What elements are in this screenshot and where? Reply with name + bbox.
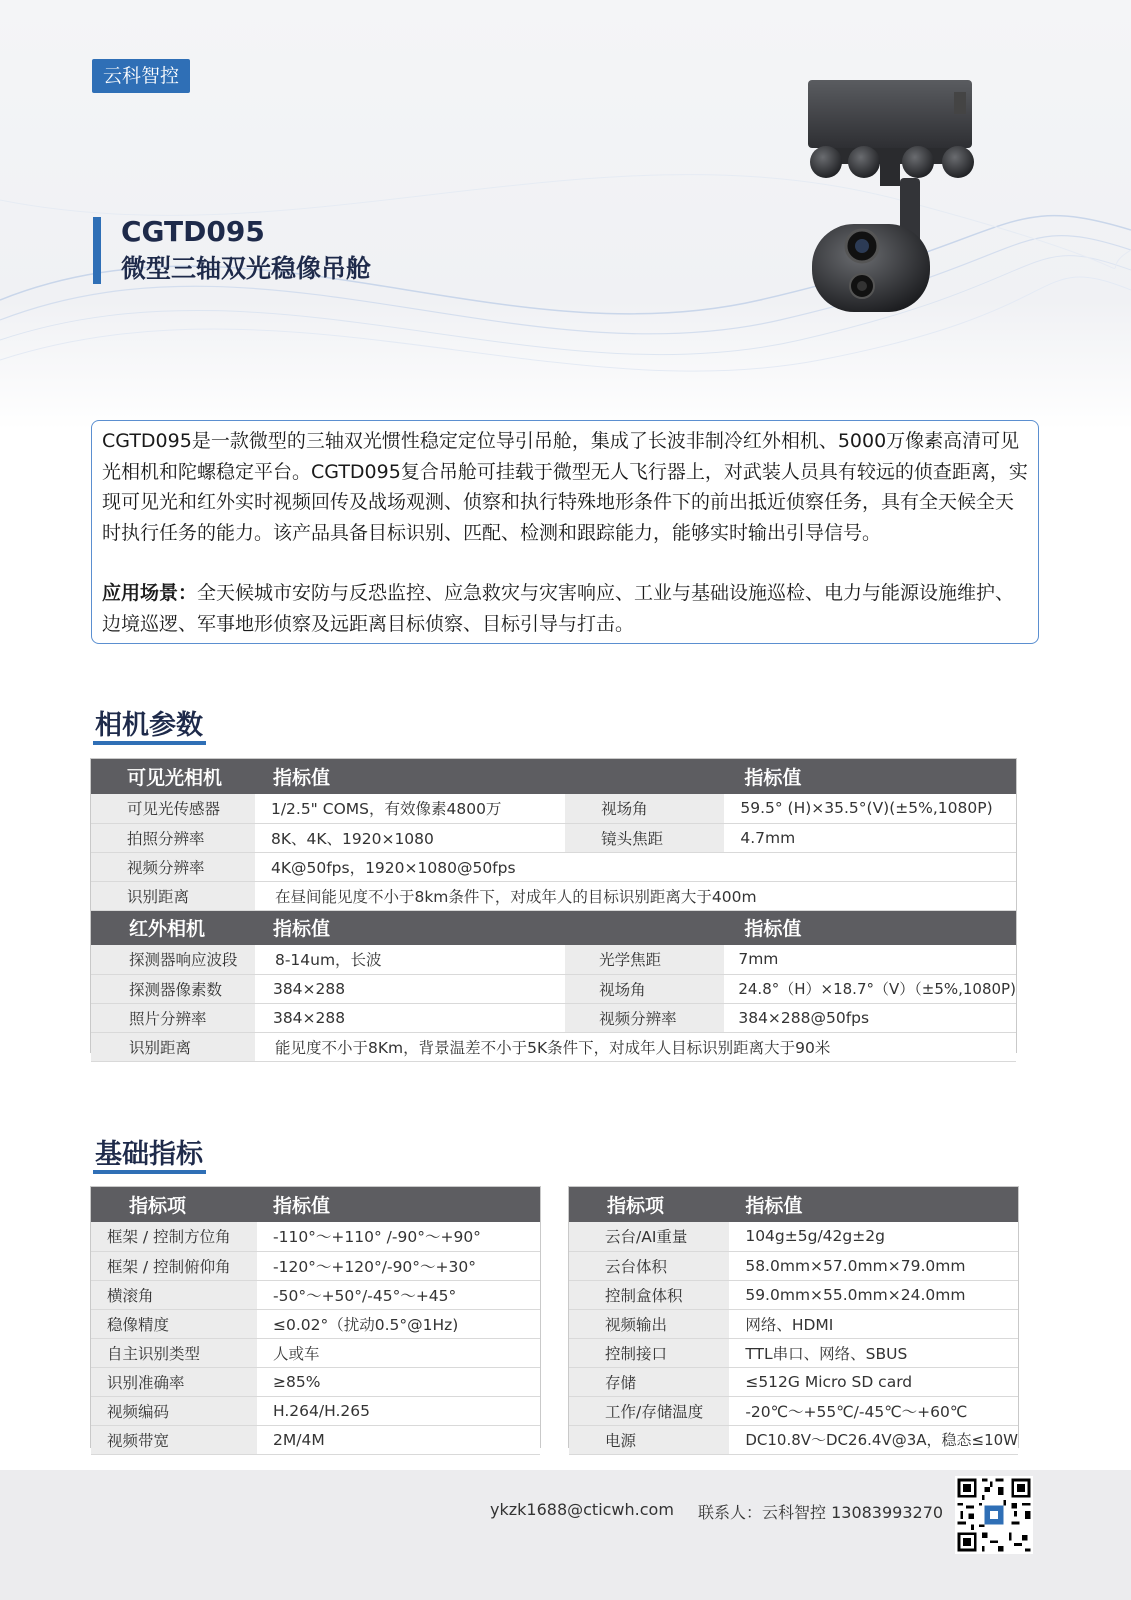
param-label: 控制盒体积 <box>569 1280 729 1309</box>
param-label: 横滚角 <box>91 1280 257 1309</box>
param-label: 识别准确率 <box>91 1367 257 1396</box>
table-row <box>91 1396 540 1425</box>
table-row <box>569 1251 1018 1280</box>
param-label: 视频编码 <box>91 1396 257 1425</box>
table-row <box>91 823 1016 852</box>
gimbal-product-image <box>808 74 978 324</box>
header-cell <box>565 759 724 794</box>
param-value: ≤512G Micro SD card <box>729 1367 1018 1396</box>
basic-right-header <box>569 1187 1018 1222</box>
param-label: 光学焦距 <box>565 945 724 974</box>
scenario-paragraph <box>102 578 1028 639</box>
table-row <box>91 881 1016 910</box>
param-value: ≥85% <box>257 1367 540 1396</box>
param-value: 384×288 <box>255 1003 565 1032</box>
param-label: 视场角 <box>565 794 724 823</box>
param-label: 框架 / 控制方位角 <box>91 1222 257 1251</box>
table-row <box>91 1425 540 1454</box>
table-row <box>91 974 1016 1003</box>
header-cell: 指标值 <box>255 759 565 794</box>
product-model: CGTD095 <box>121 215 265 248</box>
basic-section-title: 基础指标 <box>95 1139 203 1170</box>
param-value: 1/2.5" COMS，有效像素4800万 <box>255 794 565 823</box>
param-label: 视频输出 <box>569 1309 729 1338</box>
param-label: 视频分辨率 <box>565 1003 724 1032</box>
param-label: 工作/存储温度 <box>569 1396 729 1425</box>
param-value: 58.0mm×57.0mm×79.0mm <box>729 1251 1018 1280</box>
param-label: 视频带宽 <box>91 1425 257 1454</box>
table-row <box>569 1367 1018 1396</box>
param-label: 云台/AI重量 <box>569 1222 729 1251</box>
table-row <box>91 1003 1016 1032</box>
param-value: 2M/4M <box>257 1425 540 1454</box>
param-label: 自主识别类型 <box>91 1338 257 1367</box>
header-cell: 指标值 <box>255 910 565 945</box>
param-label: 可见光传感器 <box>91 794 255 823</box>
param-label: 存储 <box>569 1367 729 1396</box>
param-value: -120°～+120°/-90°～+30° <box>257 1251 540 1280</box>
scenario-label: 应用场景： <box>102 582 198 604</box>
table-row <box>569 1396 1018 1425</box>
param-value: TTL串口、网络、SBUS <box>729 1338 1018 1367</box>
table-row <box>91 794 1016 823</box>
param-value: 384×288@50fps <box>724 1003 1016 1032</box>
title-accent-bar <box>93 217 101 284</box>
param-label: 照片分辨率 <box>91 1003 255 1032</box>
camera-param-table <box>91 759 1016 1062</box>
infrared-header-row <box>91 910 1016 945</box>
param-label: 电源 <box>569 1425 729 1454</box>
table-row <box>91 1251 540 1280</box>
header-cell: 指标项 <box>91 1187 257 1222</box>
contact-person: 联系人：云科智控 13083993270 <box>698 1503 944 1522</box>
param-label: 控制接口 <box>569 1338 729 1367</box>
param-value: 网络、HDMI <box>729 1309 1018 1338</box>
param-label: 识别距离 <box>91 881 255 910</box>
table-row <box>569 1309 1018 1338</box>
param-value: 能见度不小于8Km，背景温差不小于5K条件下，对成年人目标识别距离大于90米 <box>255 1032 1016 1061</box>
table-row <box>569 1222 1018 1251</box>
param-value: 4K@50fps，1920×1080@50fps <box>255 852 1016 881</box>
product-subtitle: 微型三轴双光稳像吊舱 <box>121 254 372 283</box>
param-label: 视频分辨率 <box>91 852 255 881</box>
basic-right-table <box>569 1187 1018 1455</box>
param-label: 拍照分辨率 <box>91 823 255 852</box>
brand-tag: 云科智控 <box>92 59 190 93</box>
param-value: 59.0mm×55.0mm×24.0mm <box>729 1280 1018 1309</box>
intro-paragraph: CGTD095是一款微型的三轴双光惯性稳定定位导引吊舱，集成了长波非制冷红外相机、5000万像素高清可见光相机和陀螺稳定平台。CGTD095复合吊舱可挂载于微型无人飞行器上，对武装人员具有较远的侦查距离，实现可见光和红外实时视频回传及战场观测、侦察和执行特殊地形条件下的前出抵近侦察任务，具有全天候全天时执行任务的能力。该产品具备目标识别、匹配、检测和跟踪能力，能够实时输出引导信号。 <box>102 430 1028 544</box>
table-row <box>91 852 1016 881</box>
param-label: 云台体积 <box>569 1251 729 1280</box>
table-row <box>91 1367 540 1396</box>
param-value: ≤0.02°（扰动0.5°@1Hz) <box>257 1309 540 1338</box>
table-row <box>91 1222 540 1251</box>
header-cell <box>565 910 724 945</box>
qr-code-icon <box>955 1476 1033 1554</box>
param-value: DC10.8V～DC26.4V@3A，稳态≤10W <box>729 1425 1018 1454</box>
param-value: 59.5° (H)×35.5°(V)(±5%,1080P) <box>724 794 1016 823</box>
header-cell: 指标值 <box>729 1187 1018 1222</box>
param-value: -20℃～+55℃/-45℃～+60℃ <box>729 1396 1018 1425</box>
param-value: 在昼间能见度不小于8km条件下，对成年人的目标识别距离大于400m <box>255 881 1016 910</box>
param-label: 识别距离 <box>91 1032 255 1061</box>
param-value: 7mm <box>724 945 1016 974</box>
param-label: 探测器像素数 <box>91 974 255 1003</box>
table-row <box>91 1309 540 1338</box>
header-cell: 指标值 <box>724 910 1016 945</box>
param-value: 人或车 <box>257 1338 540 1367</box>
table-row <box>569 1425 1018 1454</box>
visible-header-row <box>91 759 1016 794</box>
scenario-text: 全天候城市安防与反恐监控、应急救灾与灾害响应、工业与基础设施巡检、电力与能源设施维护、边境巡逻、军事地形侦察及远距离目标侦察、目标引导与打击。 <box>102 582 1015 635</box>
camera-section-title: 相机参数 <box>95 710 203 741</box>
header-cell: 可见光相机 <box>91 759 255 794</box>
param-label: 探测器响应波段 <box>91 945 255 974</box>
product-description <box>91 420 1039 644</box>
table-row <box>91 1032 1016 1061</box>
param-label: 视场角 <box>565 974 724 1003</box>
basic-section-underline <box>93 1170 206 1174</box>
param-value: 104g±5g/42g±2g <box>729 1222 1018 1251</box>
param-value: 4.7mm <box>724 823 1016 852</box>
param-label: 稳像精度 <box>91 1309 257 1338</box>
param-value: 8-14um，长波 <box>255 945 565 974</box>
table-row <box>569 1280 1018 1309</box>
camera-section-underline <box>93 741 206 745</box>
param-label: 框架 / 控制俯仰角 <box>91 1251 257 1280</box>
table-row <box>91 945 1016 974</box>
header-cell: 指标值 <box>724 759 1016 794</box>
table-row <box>569 1338 1018 1367</box>
header-cell: 红外相机 <box>91 910 255 945</box>
header-cell: 指标值 <box>257 1187 540 1222</box>
contact-email: ykzk1688@cticwh.com <box>490 1500 674 1519</box>
param-value: H.264/H.265 <box>257 1396 540 1425</box>
param-value: -110°～+110° /-90°～+90° <box>257 1222 540 1251</box>
header-cell: 指标项 <box>569 1187 729 1222</box>
param-value: 24.8°（H）×18.7°（V）（±5%,1080P) <box>724 974 1016 1003</box>
param-value: 8K、4K、1920×1080 <box>255 823 565 852</box>
param-value: 384×288 <box>255 974 565 1003</box>
basic-left-table <box>91 1187 540 1455</box>
basic-left-header <box>91 1187 540 1222</box>
table-row <box>91 1280 540 1309</box>
table-row <box>91 1338 540 1367</box>
param-value: -50°～+50°/-45°～+45° <box>257 1280 540 1309</box>
param-label: 镜头焦距 <box>565 823 724 852</box>
